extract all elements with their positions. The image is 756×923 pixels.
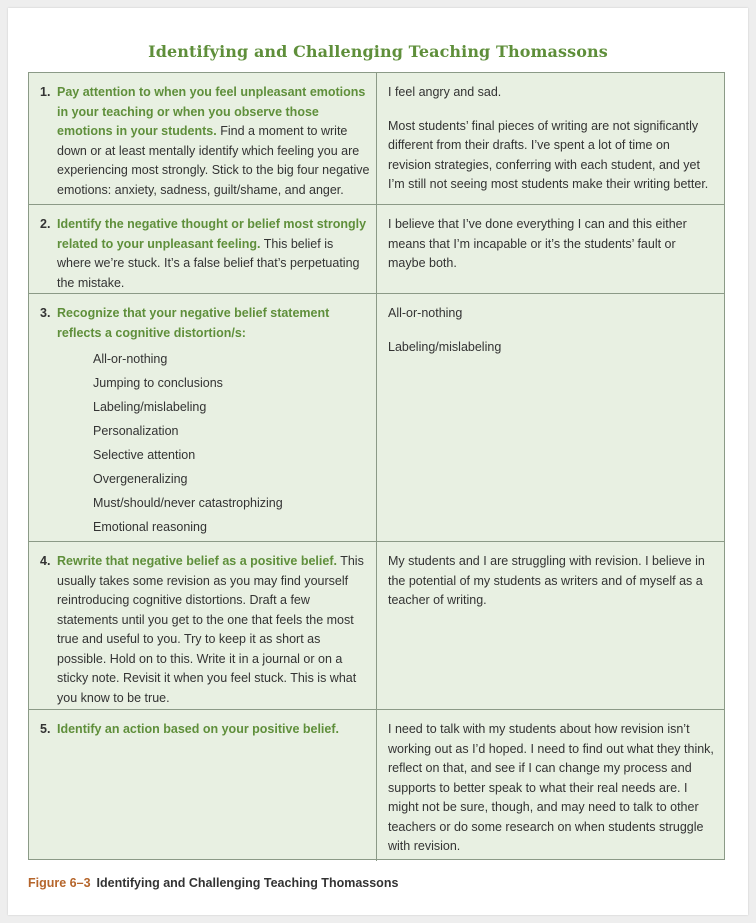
figure-label: Figure 6–3 bbox=[28, 876, 91, 890]
response-text: I feel angry and sad. bbox=[388, 85, 502, 99]
response-cell-3 bbox=[377, 294, 726, 541]
step-lead: Identify the negative thought or belief most strongly related to your unpleasant feeling. bbox=[57, 217, 367, 251]
step-cell-2 bbox=[29, 205, 377, 293]
response-text: My students and I are struggling with revision. I believe in the potential of my students as writers and of myself as a teacher of writing. bbox=[388, 554, 705, 607]
page-title: Identifying and Challenging Teaching Thomassons bbox=[148, 42, 608, 61]
step-lead: Rewrite that negative belief as a positive belief. bbox=[57, 554, 337, 568]
step-cell-4 bbox=[29, 542, 377, 709]
list-item: Personalization bbox=[93, 424, 179, 438]
response-cell-1 bbox=[377, 73, 726, 204]
response-text: Labeling/mislabeling bbox=[388, 339, 502, 354]
step-body: This usually takes some revision as you may find yourself reintroducing cognitive distortions. Draft a few statements until you get to the one that feels the most true and useful to you. Try to keep it as short as possible. Hold on to this. Write it in a journal or on a sticky note. Revisit it when you feel stuck. This is what you know to be true. bbox=[57, 554, 364, 705]
list-item: Labeling/mislabeling bbox=[93, 400, 207, 414]
step-lead: Recognize that your negative belief statement reflects a cognitive distortion/s: bbox=[57, 306, 330, 340]
response-cell-2 bbox=[377, 205, 726, 293]
list-item: Must/should/never catastrophizing bbox=[93, 496, 283, 510]
table-row-2 bbox=[29, 204, 724, 293]
list-item: Selective attention bbox=[93, 448, 196, 462]
step-cell-1 bbox=[29, 73, 377, 204]
step-number: 5. bbox=[40, 722, 51, 736]
step-lead: Pay attention to when you feel unpleasant emotions in your teaching or when you observe those emotions in your students. bbox=[57, 85, 366, 138]
step-text bbox=[57, 552, 370, 708]
step-text bbox=[57, 83, 370, 200]
response-cell-4 bbox=[377, 542, 726, 709]
step-cell-3 bbox=[29, 294, 377, 541]
step-body: Find a moment to write down or at least mentally identify which feeling you are experiencing most strongly. Stick to the big four negative emotions: anxiety, sadness, guilt/shame, and anger. bbox=[57, 124, 370, 197]
table-row-3 bbox=[29, 293, 724, 541]
step-cell-5 bbox=[29, 710, 377, 861]
response-text: I believe that I’ve done everything I can and this either means that I’m incapable or it’s the students’ fault or maybe both. bbox=[388, 217, 687, 270]
step-lead: Identify an action based on your positive belief. bbox=[57, 722, 339, 736]
step-text bbox=[57, 720, 370, 740]
document-page bbox=[8, 8, 748, 915]
list-item: Overgeneralizing bbox=[93, 472, 188, 486]
response-cell-5 bbox=[377, 710, 726, 861]
thomassons-table bbox=[28, 72, 725, 860]
list-item: Emotional reasoning bbox=[93, 520, 207, 534]
list-item: All-or-nothing bbox=[93, 352, 168, 366]
step-number: 3. bbox=[40, 306, 51, 320]
table-row-1 bbox=[29, 73, 724, 204]
response-text: All-or-nothing bbox=[388, 306, 463, 320]
response-text: Most students’ final pieces of writing are not significantly different from their drafts. I’ve spent a lot of time on revision strategies, conferring with each student, and yet I’m still not seeing most students make their writing better. bbox=[388, 118, 709, 191]
step-number: 2. bbox=[40, 217, 51, 231]
step-text bbox=[57, 304, 370, 539]
response-text: I need to talk with my students about how revision isn’t working out as I’d hoped. I need to find out what they think, reflect on that, and see if I can change my process and supports to better speak to what their real needs are. I might not be sure, though, and may need to talk to other teachers or do some research on when students struggle with revision. bbox=[388, 722, 714, 853]
table-row-5 bbox=[29, 709, 724, 861]
step-number: 4. bbox=[40, 554, 51, 568]
table-row-4 bbox=[29, 541, 724, 709]
list-item: Jumping to conclusions bbox=[93, 376, 223, 390]
step-number: 1. bbox=[40, 85, 51, 99]
step-body: This belief is where we’re stuck. It’s a false belief that’s perpetuating the mistake. bbox=[57, 236, 360, 290]
figure-caption-text: Identifying and Challenging Teaching Thomassons bbox=[96, 876, 399, 890]
distortion-list bbox=[93, 347, 370, 539]
step-text bbox=[57, 215, 370, 293]
figure-caption bbox=[28, 876, 398, 890]
